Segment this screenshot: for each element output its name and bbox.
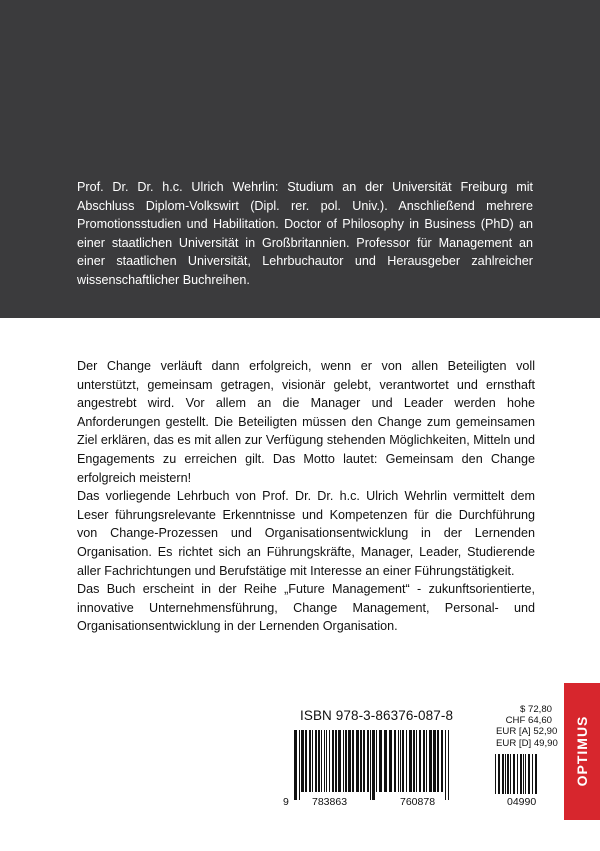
- publisher-tab: [564, 683, 600, 820]
- price-eur-d: EUR [D] 49,90: [496, 737, 558, 749]
- description-paragraph-2: Das vorliegende Lehrbuch von Prof. Dr. Dr. h.c. Ulrich Wehrlin vermittelt dem Leser führungsrelevante Erkenntnisse und Kompetenzen für die Durchführung von Change-Prozessen und Organisationsentwicklung in der Lernenden Organisation. Es richtet sich an Führungskräfte, Manager, Leader, Studierende aller Fachrichtungen und Berufstätige mit Interesse an einer Führungstätigkeit.: [77, 489, 535, 578]
- addon-barcode-bars: [493, 754, 551, 820]
- author-bio: Prof. Dr. Dr. h.c. Ulrich Wehrlin: Studium an der Universität Freiburg mit Abschluss Diplom-Volkswirt (Dipl. rer. pol. Univ.). Anschließend mehrere Promotionsstudien und Habilitation. Doctor of Philosophy in Business (PhD) an einer staatlichen Universität in Großbritannien. Professor für Management an einer staatlichen Universität, Lehrbuchautor und Herausgeber zahlreicher wissenschaftlicher Buchreihen.: [77, 180, 533, 287]
- barcode-bar: [294, 730, 297, 800]
- barcode-bars: [284, 730, 484, 800]
- barcode-bar: [433, 730, 436, 792]
- barcode-bar: [416, 730, 417, 792]
- publisher-logo: OPTIMUS: [574, 715, 590, 787]
- addon-bar: [502, 754, 504, 794]
- barcode-bar: [363, 730, 365, 792]
- barcode-bar: [448, 730, 449, 800]
- barcode-bar: [335, 730, 337, 792]
- addon-bar: [525, 754, 526, 794]
- barcode-bar: [379, 730, 382, 792]
- addon-bar: [528, 754, 530, 794]
- price-list: [496, 704, 558, 749]
- addon-bar: [532, 754, 533, 794]
- barcode-bar: [305, 730, 307, 792]
- addon-bar: [513, 754, 515, 794]
- barcode-bar: [332, 730, 334, 792]
- addon-bar: [535, 754, 537, 794]
- barcode-bar: [400, 730, 401, 792]
- barcode-bar: [372, 730, 375, 800]
- barcode-bar: [445, 730, 446, 800]
- addon-bar: [523, 754, 524, 794]
- barcode-bar: [402, 730, 404, 792]
- description-paragraph-1: Der Change verläuft dann erfolgreich, wenn er von allen Beteiligten voll unterstützt, gemeinsam getragen, visionär gelebt, verantwortet und ernsthaft angestrebt wird. Vor allem an die Manager und Leader werden hohe Anforderungen gestellt. Die Beteiligten müssen den Change zum gemeinsamen Ziel erklären, das es mit allen zur Verfügung stehenden Möglichkeiten, Mitteln und Engagements zu erreichen gilt. Das Motto lautet: Gemeinsam den Change erfolgreich meistern!: [77, 359, 535, 485]
- addon-digits: 04990: [507, 796, 537, 808]
- barcode-bar: [345, 730, 347, 792]
- barcode-bar: [426, 730, 427, 792]
- addon-bar: [495, 754, 496, 794]
- barcode-bar: [352, 730, 354, 792]
- barcode-bar: [326, 730, 327, 792]
- barcode-bar: [309, 730, 311, 792]
- barcode-bar: [338, 730, 341, 792]
- barcode-bar: [423, 730, 425, 792]
- addon-bar: [505, 754, 506, 794]
- addon-bar: [520, 754, 522, 794]
- barcode-bar: [398, 730, 399, 792]
- barcode-digits-right: 760878: [400, 796, 436, 808]
- addon-bar: [510, 754, 511, 794]
- price-usd: $ 72,80: [519, 704, 552, 715]
- barcode-bar: [419, 730, 421, 792]
- barcode-bar: [441, 730, 443, 792]
- barcode-bar: [312, 730, 313, 792]
- barcode-bar: [394, 730, 396, 792]
- barcode-bar: [329, 730, 330, 792]
- barcode-bar: [389, 730, 392, 792]
- barcode-digit-first: 9: [283, 796, 289, 808]
- barcode-bar: [356, 730, 359, 792]
- barcode-bar: [406, 730, 407, 792]
- barcode-bar: [413, 730, 415, 792]
- isbn-barcode: [284, 708, 484, 820]
- barcode-bar: [360, 730, 362, 792]
- barcode-bar: [324, 730, 325, 792]
- barcode-bar: [343, 730, 344, 792]
- price-eur-a: EUR [A] 52,90: [496, 726, 558, 738]
- barcode-bar: [321, 730, 322, 792]
- barcode-bar: [384, 730, 387, 792]
- author-band: [0, 0, 600, 318]
- barcode-bar: [318, 730, 320, 792]
- barcode-bar: [315, 730, 317, 792]
- description-paragraph-3: Das Buch erscheint in der Reihe „Future Management“ - zukunftsorientierte, innovative Unternehmensführung, Change Management, Personal- und Organisationsentwicklung in der Lernenden Organisation.: [77, 582, 535, 634]
- barcode-bar: [409, 730, 412, 792]
- barcode-bar: [299, 730, 300, 800]
- barcode-bar: [376, 730, 377, 792]
- barcode-bar: [348, 730, 351, 792]
- isbn-label: ISBN 978-3-86376-087-8: [300, 708, 454, 723]
- barcode-bar: [301, 730, 304, 792]
- barcode-bar: [437, 730, 439, 792]
- book-description: [77, 357, 535, 636]
- barcode-bar: [367, 730, 369, 792]
- barcode-bar: [429, 730, 432, 792]
- price-chf: CHF 64,60: [505, 715, 552, 727]
- barcode-bar: [370, 730, 371, 800]
- addon-bar: [507, 754, 509, 794]
- addon-bar: [517, 754, 518, 794]
- addon-bar: [498, 754, 500, 794]
- barcode-digits-left: 783863: [312, 796, 348, 808]
